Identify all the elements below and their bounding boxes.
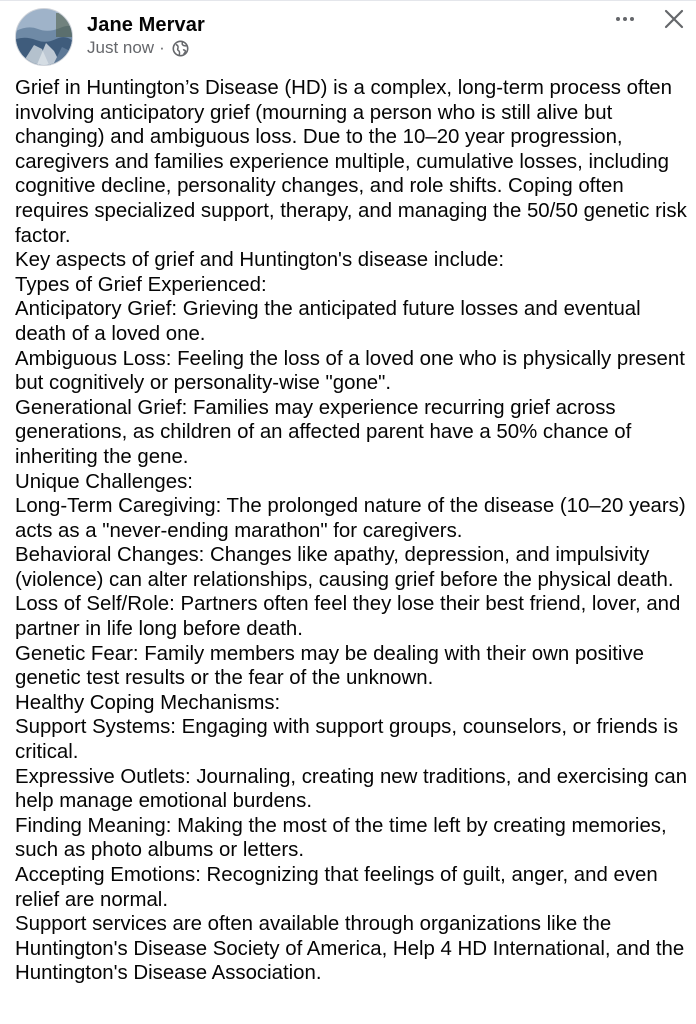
avatar[interactable] — [15, 8, 73, 66]
post-paragraph: Generational Grief: Families may experience recurring grief across generations, as children of an affected parent have a 50% chance of inheriting the gene. — [15, 396, 632, 468]
post-meta — [87, 38, 189, 58]
post-paragraph: Behavioral Changes: Changes like apathy, depression, and impulsivity (violence) can alter relationships, causing grief before the physical death. — [15, 544, 674, 591]
post-paragraph: Grief in Huntington’s Disease (HD) is a complex, long-term process often involving anticipatory grief (mourning a person who is still alive but changing) and ambiguous loss. Due to the 10–20 year progression, caregivers and families experience multiple, cumulative losses, including cognitive decline, personality changes, and role shifts. Coping often requires specialized support, therapy, and managing the 50/50 genetic risk factor. — [15, 77, 687, 247]
post-timestamp[interactable]: Just now — [87, 38, 155, 57]
section-heading: Healthy Coping Mechanisms: — [15, 691, 281, 714]
close-icon[interactable] — [660, 6, 688, 34]
post-paragraph: Support Systems: Engaging with support groups, counselors, or friends is critical. — [15, 716, 679, 764]
section-heading: Unique Challenges: — [15, 470, 193, 493]
post-paragraph: Genetic Fear: Family members may be dealing with their own positive genetic test results or the fear of the unknown. — [15, 642, 644, 690]
more-icon[interactable] — [610, 8, 640, 30]
post-paragraph: Finding Meaning: Making the most of the time left by creating memories, such as photo albums or letters. — [15, 814, 667, 862]
post-paragraph: Key aspects of grief and Huntington's disease include: — [15, 249, 505, 272]
post-header — [0, 0, 696, 76]
globe-icon — [172, 40, 189, 57]
post-paragraph: Long-Term Caregiving: The prolonged nature of the disease (10–20 years) acts as a "never-ending marathon" for caregivers. — [15, 495, 686, 542]
post-paragraph: Loss of Self/Role: Partners often feel they lose their best friend, lover, and partner in life long before death. — [15, 593, 681, 641]
post-paragraph: Accepting Emotions: Recognizing that feelings of guilt, anger, and even relief are normal. — [15, 864, 658, 911]
section-heading: Types of Grief Experienced: — [15, 273, 267, 296]
post-paragraph: Anticipatory Grief: Grieving the anticipated future losses and eventual death of a loved one. — [15, 298, 641, 345]
post-body — [15, 76, 691, 986]
post-paragraph: Ambiguous Loss: Feeling the loss of a loved one who is physically present but cognitively or personality-wise "gone". — [15, 347, 685, 395]
post-paragraph: Support services are often available through organizations like the Huntington's Disease Society of America, Help 4 HD International, and the Huntington's Disease Association. — [15, 913, 685, 985]
meta-separator: · — [159, 38, 165, 57]
author-name[interactable]: Jane Mervar — [87, 14, 205, 36]
post-paragraph: Expressive Outlets: Journaling, creating new traditions, and exercising can help manage emotional burdens. — [15, 765, 688, 813]
